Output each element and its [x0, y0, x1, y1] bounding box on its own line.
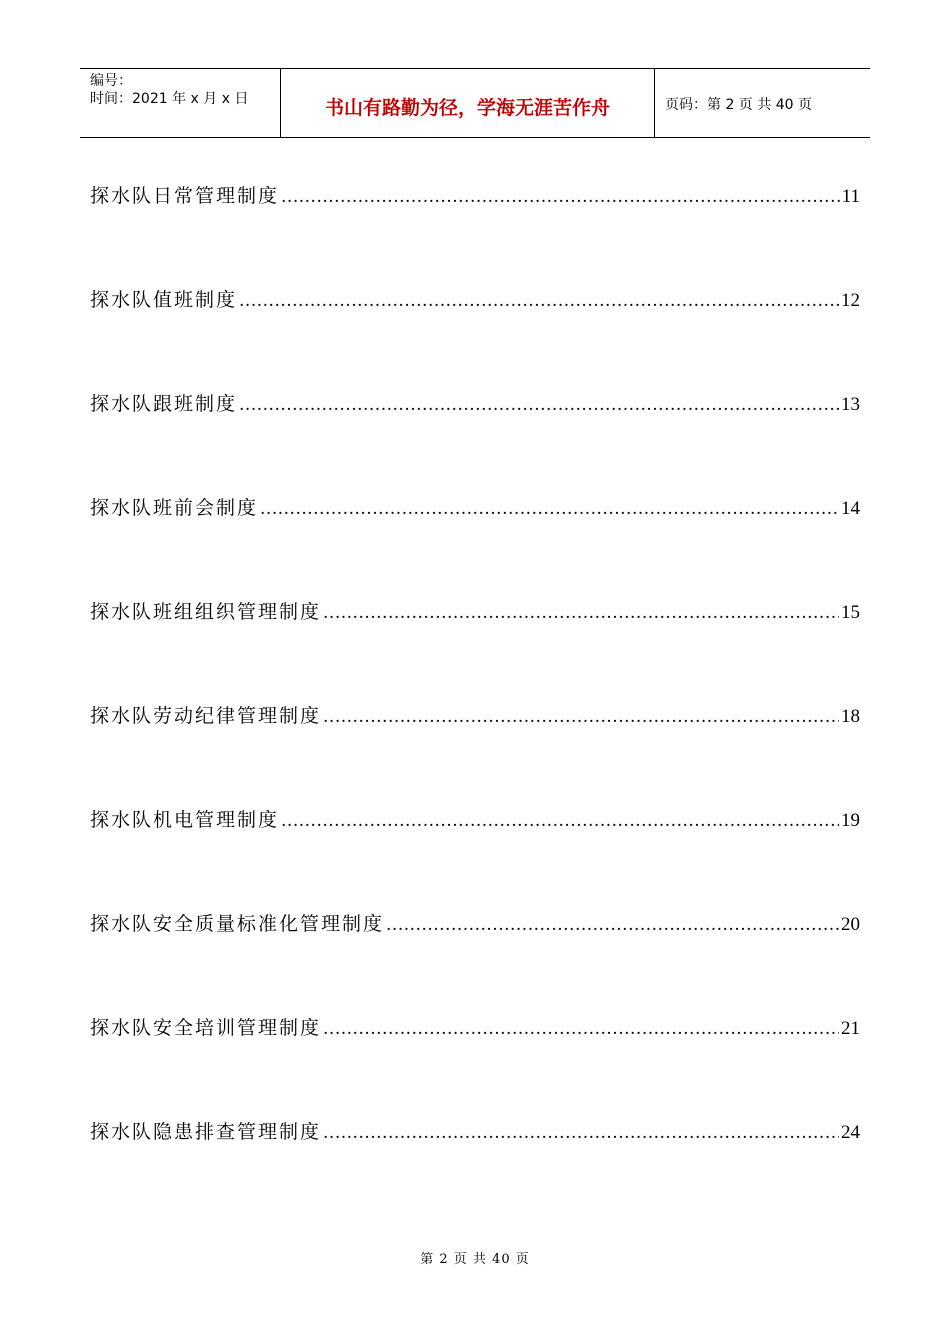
toc-entry-page: 24: [841, 1122, 860, 1143]
toc-entry-title: 探水队跟班制度: [90, 393, 238, 415]
toc-entry-page: 18: [841, 706, 860, 727]
page-footer: 第 2 页 共 40 页: [420, 1252, 530, 1267]
toc-entry-page: 21: [841, 1018, 860, 1039]
toc-entry-title: 探水队班前会制度: [90, 497, 259, 519]
toc-entry[interactable]: [90, 596, 860, 624]
toc-entry[interactable]: [90, 492, 860, 520]
document-number-label: 编号：: [90, 73, 132, 89]
toc-leader-dots: [281, 810, 839, 832]
toc-entry-title: 探水队隐患排查管理制度: [90, 1121, 322, 1143]
toc-entry[interactable]: [90, 180, 860, 208]
header-motto: 书山有路勤为径，学海无涯苦作舟: [324, 97, 610, 119]
toc-entry-title: 探水队值班制度: [90, 289, 238, 311]
toc-entry-title: 探水队日常管理制度: [90, 185, 280, 207]
toc-entry[interactable]: [90, 700, 860, 728]
header-meta-cell: [80, 69, 280, 137]
toc-entry-page: 13: [841, 394, 860, 415]
toc-leader-dots: [323, 1122, 839, 1144]
toc-leader-dots: [239, 290, 839, 312]
toc-entry[interactable]: [90, 388, 860, 416]
header-page-cell: [655, 69, 870, 137]
toc-entry[interactable]: [90, 1012, 860, 1040]
toc-entry[interactable]: [90, 804, 860, 832]
toc-entry-page: 12: [841, 290, 860, 311]
toc-leader-dots: [386, 914, 839, 936]
toc-leader-dots: [323, 602, 839, 624]
toc-entry[interactable]: [90, 284, 860, 312]
toc-entry-title: 探水队安全培训管理制度: [90, 1017, 322, 1039]
toc-entry-title: 探水队劳动纪律管理制度: [90, 705, 322, 727]
toc-entry-title: 探水队机电管理制度: [90, 809, 280, 831]
document-header: [80, 68, 870, 138]
toc-entry-title: 探水队班组组织管理制度: [90, 601, 322, 623]
toc-entry[interactable]: [90, 908, 860, 936]
toc-entry-page: 11: [841, 186, 860, 207]
header-page-info: 页码：第 2 页 共 40 页: [665, 97, 812, 113]
toc-leader-dots: [239, 394, 839, 416]
toc-leader-dots: [323, 1018, 839, 1040]
document-date: 时间：2021 年 x 月 x 日: [90, 91, 249, 107]
toc-entry-page: 20: [841, 914, 860, 935]
toc-entry[interactable]: [90, 1116, 860, 1144]
toc-leader-dots: [323, 706, 839, 728]
toc-entry-page: 19: [841, 810, 860, 831]
header-motto-cell: [280, 69, 655, 137]
toc-leader-dots: [260, 498, 839, 520]
toc-entry-title: 探水队安全质量标准化管理制度: [90, 913, 385, 935]
toc-leader-dots: [281, 186, 840, 208]
toc-entry-page: 15: [841, 602, 860, 623]
toc-entry-page: 14: [841, 498, 860, 519]
